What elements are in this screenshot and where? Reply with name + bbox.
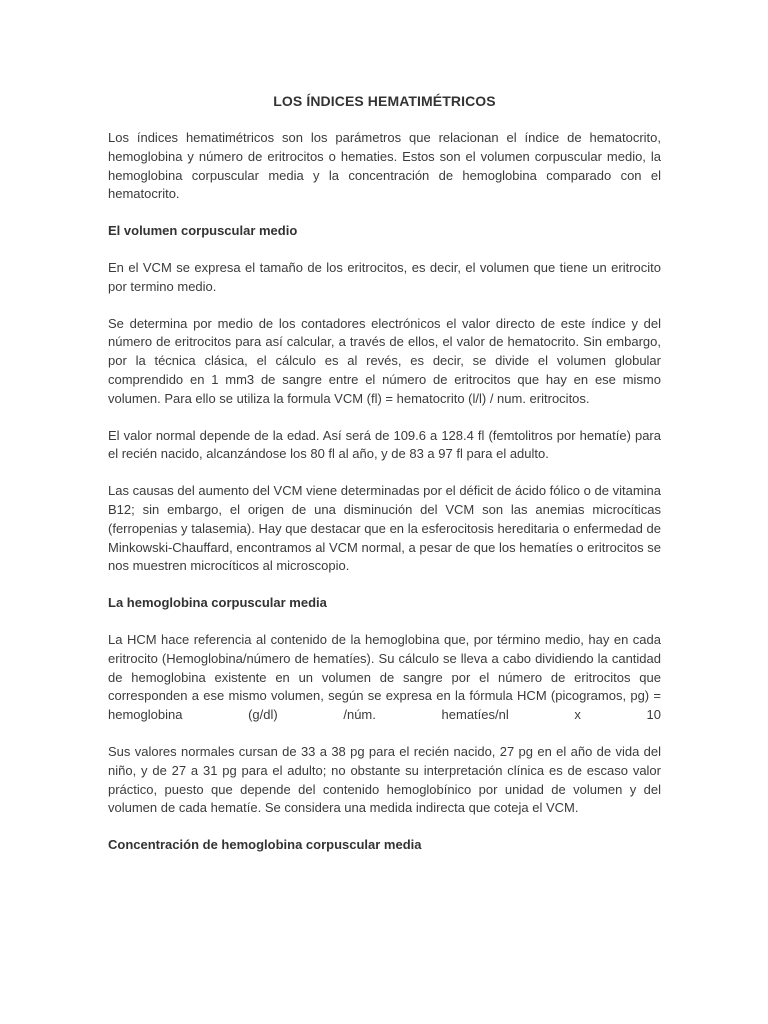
vcm-paragraph-2: Se determina por medio de los contadores electrónicos el valor directo de este índice y del número de eritrocitos para así calcular, a través de ellos, el valor de hematocrito. Sin embargo, por la técnica clásica, el cálculo es al revés, es decir, se divide el volumen globular comprendido en 1 mm3 de sangre entre el número de eritrocitos que hay en ese mismo volumen. Para ello se utiliza la formula VCM (fl) = hematocrito (l/l) / num. eritrocitos. (108, 315, 661, 406)
document-page (108, 92, 661, 873)
hcm-paragraph-2: Sus valores normales cursan de 33 a 38 pg para el recién nacido, 27 pg en el año de vida del niño, y de 27 a 31 pg para el adulto; no obstante su interpretación clínica es de escaso valor práctico, puesto que depende del contenido hemoglobínico por unidad de volumen y del volumen de cada hematíe. Se considera una medida indirecta que coteja el VCM. (108, 743, 661, 816)
section-heading-chcm: Concentración de hemoglobina corpuscular media (108, 837, 422, 853)
intro-paragraph: Los índices hematimétricos son los parámetros que relacionan el índice de hematocrito, hemoglobina y número de eritrocitos o hematies. Estos son el volumen corpuscular medio, la hemoglobina corpuscular media y la concentración de hemoglobina comparado con el hematocrito. (108, 130, 661, 202)
vcm-paragraph-1: En el VCM se expresa el tamaño de los eritrocitos, es decir, el volumen que tiene un eritrocito por termino medio. (108, 259, 661, 294)
hcm-paragraph-1: La HCM hace referencia al contenido de la hemoglobina que, por término medio, hay en cada eritrocito (Hemoglobina/número de hematíes). Su cálculo se lleva a cabo dividiendo la cantidad de hemoglobina existente en un volumen de sangre por el número de eritrocitos que corresponden a ese mismo volumen, según se expresa en la fórmula HCM (picogramos, pg) = hemoglobina (g/dl) /núm. hematíes/nl x 10 (108, 631, 661, 723)
vcm-paragraph-3: El valor normal depende de la edad. Así será de 109.6 a 128.4 fl (femtolitros por hematíe) para el recién nacido, alcanzándose los 80 fl al año, y de 83 a 97 fl para el adulto. (108, 427, 661, 462)
section-heading-vcm: El volumen corpuscular medio (108, 223, 298, 239)
section-heading-hcm: La hemoglobina corpuscular media (108, 595, 327, 611)
document-title: LOS ÍNDICES HEMATIMÉTRICOS (273, 93, 496, 109)
vcm-paragraph-4: Las causas del aumento del VCM viene determinadas por el déficit de ácido fólico o de vitamina B12; sin embargo, el origen de una disminución del VCM son las anemias microcíticas (ferropenias y talasemia). Hay que destacar que en la esferocitosis hereditaria o enfermedad de Minkowski-Chauffard, encontramos al VCM normal, a pesar de que los hematíes o eritrocitos se nos muestren microcíticos al microscopio. (108, 483, 661, 574)
